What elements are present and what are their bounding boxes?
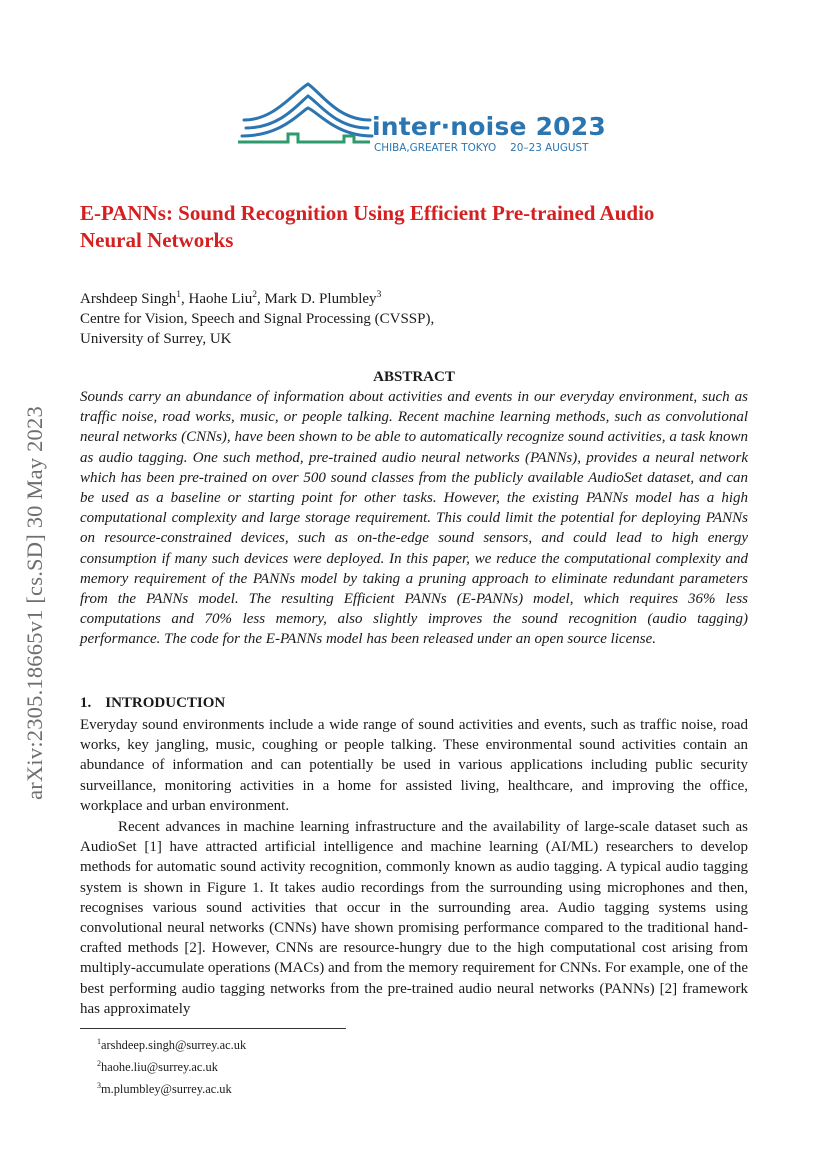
logo-wave-1 — [244, 84, 370, 120]
footnote — [97, 1034, 246, 1056]
author-affiliation: Centre for Vision, Speech and Signal Processing (CVSSP), — [80, 311, 435, 327]
introduction-paragraph-1: Everyday sound environments include a wide range of sound activities and events, such as traffic noise, road works, key jangling, music, coughing or people talking. These environmental sound activities contain an abundance of information and can potentially be used in various applications including public security surveillance, monitoring activities in a home for assisted living, healthcare, and improving the office, workplace and urban environment. — [80, 717, 748, 814]
author-name: Mark D. Plumbley — [264, 291, 377, 307]
author-block — [80, 289, 434, 349]
logo-wave-2 — [246, 96, 368, 128]
author-list: Arshdeep Singh$^1$, Haohe Liu$^2$, Mark D. Plumbley$^3$ — [80, 290, 382, 307]
section-heading-introduction — [80, 693, 225, 713]
footnote-mark: 1 — [97, 1036, 101, 1046]
section-number: 1. — [80, 695, 92, 711]
arxiv-identifier: arXiv:2305.18665v1 [cs.SD] 30 May 2023 — [22, 406, 47, 800]
footnote-mark: 2 — [97, 1058, 101, 1068]
abstract-heading: ABSTRACT — [373, 369, 455, 385]
footnotes — [97, 1034, 246, 1100]
footnote-email: arshdeep.singh@surrey.ac.uk — [101, 1038, 247, 1052]
conference-name: inter·noise 2023 — [372, 112, 606, 141]
conference-dates: 20–23 AUGUST — [510, 142, 589, 154]
footnote-email: haohe.liu@surrey.ac.uk — [101, 1060, 218, 1074]
abstract-text: Sounds carry an abundance of information about activities and events in our everyday environment, such as traffic noise, road works, music, or people talking. Recent machine learning methods, such as convolutional neural networks (CNNs), have been shown to be able to automatically recognize sound activities, a task known as audio tagging. One such method, pre-trained audio neural networks (PANNs), provides a neural network which has been pre-trained on over 500 sound classes from the publicly available AudioSet dataset, and can be used as a baseline or starting point for other tasks. However, the existing PANNs model has a high computational complexity and large storage requirement. This could limit the potential for deploying PANNs on resource-constrained devices, such as on-the-edge sound sensors, and could lead to high energy consumption if many such devices were deployed. In this paper, we reduce the computational complexity and memory requirement of the PANNs model by taking a pruning approach to eliminate redundant parameters from the PANNs model. The resulting Efficient PANNs (E-PANNs) model, which requires 36% less computations and 70% less memory, also slightly improves the sound recognition (audio tagging) performance. The code for the E-PANNs model has been released under an open source license. — [80, 389, 748, 648]
footnote-email: m.plumbley@surrey.ac.uk — [101, 1082, 232, 1096]
footnote — [97, 1056, 246, 1078]
conference-location: CHIBA,GREATER TOKYO — [374, 142, 497, 154]
footnote-rule — [80, 1028, 346, 1029]
logo-wave-3 — [242, 108, 372, 136]
author-name: Haohe Liu — [188, 291, 253, 307]
author-university: University of Surrey, UK — [80, 331, 232, 347]
author-footnote-mark: 3 — [376, 290, 382, 300]
introduction-paragraph-2: Recent advances in machine learning infrastructure and the availability of large-scale dataset such as AudioSet [1] have attracted artificial intelligence and machine learning (AI/ML) researchers to develop methods for automatic sound activity recognition, commonly known as audio tagging. A typical audio tagging system is shown in Figure 1. It takes audio recordings from the surrounding using microphones and then, recognises various sound activities that occur in the surrounding area. Audio tagging systems using convolutional neural networks (CNNs) have shown promising performance compared to the traditional hand-crafted methods [2]. However, CNNs are resource-hungry due to the high computational cost arising from multiply-accumulate operations (MACs) and from the memory requirement for CNNs. For example, one of the best performing audio tagging networks from the pre-trained audio neural networks (PANNs) [2] framework has approximately — [80, 819, 748, 1017]
footnote-mark: 3 — [97, 1080, 101, 1090]
conference-details — [374, 142, 588, 154]
author-name: Arshdeep Singh — [80, 291, 177, 307]
section-title: INTRODUCTION — [105, 695, 226, 711]
author-footnote-mark: 2 — [252, 290, 257, 300]
author-footnote-mark: 1 — [176, 290, 181, 300]
footnote — [97, 1078, 246, 1100]
paper-title: E-PANNs: Sound Recognition Using Efficient Pre-trained Audio Neural Networks — [80, 201, 655, 252]
arxiv-margin-stamp — [20, 356, 50, 850]
